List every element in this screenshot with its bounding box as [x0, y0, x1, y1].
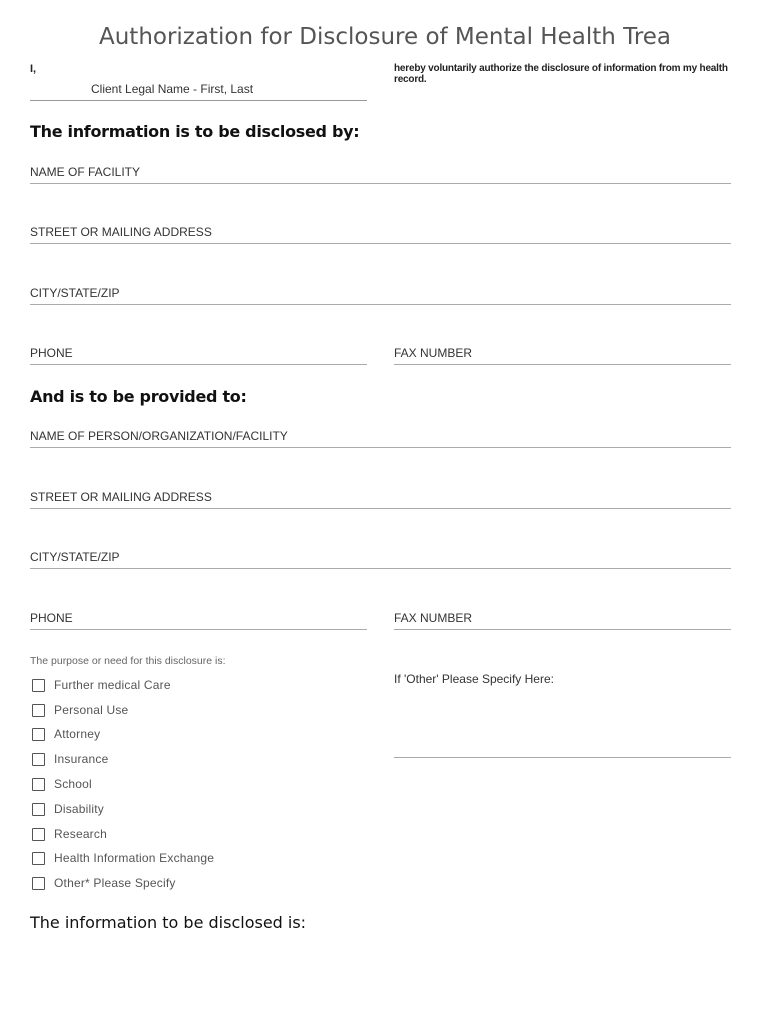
recipient-fax-label: FAX NUMBER — [394, 611, 473, 625]
recipient-phone-label: PHONE — [30, 611, 73, 625]
provided-to-heading: And is to be provided to: — [30, 387, 247, 406]
purpose-option-insurance[interactable] — [32, 750, 109, 768]
purpose-option-disability[interactable] — [32, 800, 104, 818]
option-label: Insurance — [54, 752, 109, 766]
client-name-label: Client Legal Name - First, Last — [91, 82, 254, 96]
disclosing-fax-label: FAX NUMBER — [394, 346, 473, 360]
purpose-option-further-medical-care[interactable] — [32, 676, 171, 694]
other-specify-field[interactable] — [394, 757, 731, 758]
option-label: Disability — [54, 802, 105, 816]
purpose-option-health-information-exchange[interactable] — [32, 849, 214, 867]
intro-prefix: I, — [30, 63, 37, 75]
facility-name-label: NAME OF FACILITY — [30, 165, 141, 179]
option-label: Attorney — [54, 727, 101, 741]
option-label: Other* Please Specify — [54, 876, 176, 890]
option-label: Personal Use — [54, 703, 129, 717]
facility-name-field[interactable] — [30, 183, 731, 184]
option-label: Health Information Exchange — [54, 851, 215, 865]
disclosing-address-label: STREET OR MAILING ADDRESS — [30, 225, 212, 239]
checkbox[interactable] — [32, 803, 45, 816]
disclosing-city-field[interactable] — [30, 304, 731, 305]
client-name-field[interactable] — [30, 100, 367, 101]
checkbox[interactable] — [32, 828, 45, 841]
checkbox[interactable] — [32, 778, 45, 791]
recipient-address-field[interactable] — [30, 508, 731, 509]
information-disclosed-heading: The information to be disclosed is: — [30, 913, 307, 932]
option-label: Further medical Care — [54, 678, 171, 692]
option-label: School — [54, 777, 92, 791]
recipient-city-field[interactable] — [30, 568, 731, 569]
purpose-option-other[interactable] — [32, 874, 176, 892]
checkbox[interactable] — [32, 679, 45, 692]
option-label: Research — [54, 827, 107, 841]
recipient-name-label: NAME OF PERSON/ORGANIZATION/FACILITY — [30, 429, 288, 443]
authorization-statement: hereby voluntarily authorize the disclosure of information from my health record. — [394, 63, 728, 85]
checkbox[interactable] — [32, 877, 45, 890]
recipient-city-label: CITY/STATE/ZIP — [30, 550, 120, 564]
recipient-address-label: STREET OR MAILING ADDRESS — [30, 490, 212, 504]
checkbox[interactable] — [32, 728, 45, 741]
purpose-option-research[interactable] — [32, 825, 107, 843]
purpose-option-personal-use[interactable] — [32, 701, 128, 719]
recipient-phone-field[interactable] — [30, 629, 367, 630]
purpose-label: The purpose or need for this disclosure is: — [30, 655, 226, 667]
checkbox[interactable] — [32, 704, 45, 717]
disclosing-city-label: CITY/STATE/ZIP — [30, 286, 120, 300]
disclosing-phone-label: PHONE — [30, 346, 73, 360]
checkbox[interactable] — [32, 753, 45, 766]
disclosing-address-field[interactable] — [30, 243, 731, 244]
recipient-fax-field[interactable] — [394, 629, 731, 630]
disclosing-phone-field[interactable] — [30, 364, 367, 365]
page-title: Authorization for Disclosure of Mental Health Trea — [98, 24, 672, 50]
purpose-option-attorney[interactable] — [32, 725, 100, 743]
disclosed-by-heading: The information is to be disclosed by: — [30, 122, 360, 141]
other-specify-label: If 'Other' Please Specify Here: — [394, 672, 554, 686]
disclosing-fax-field[interactable] — [394, 364, 731, 365]
purpose-option-school[interactable] — [32, 775, 92, 793]
recipient-name-field[interactable] — [30, 447, 731, 448]
checkbox[interactable] — [32, 852, 45, 865]
